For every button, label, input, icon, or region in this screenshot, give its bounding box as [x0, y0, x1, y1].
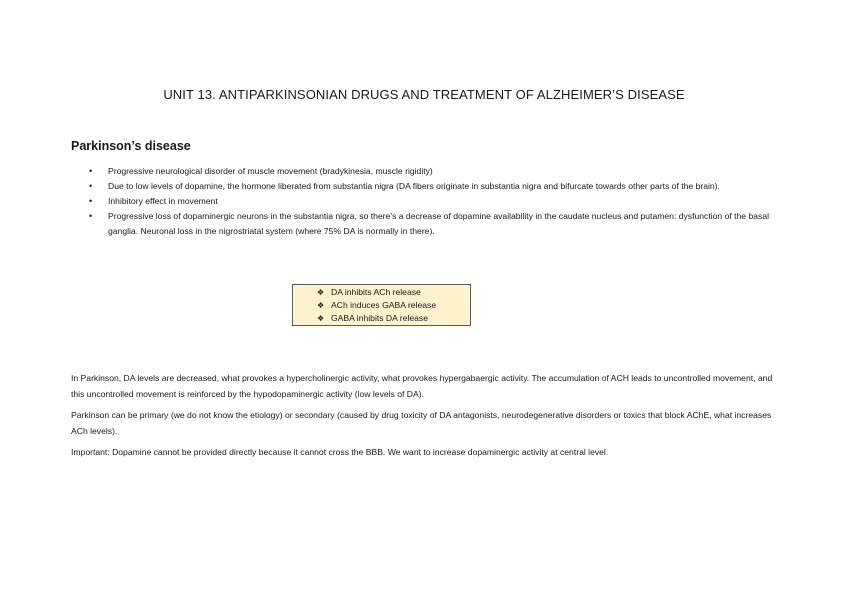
callout-box — [292, 284, 471, 326]
paragraph: In Parkinson, DA levels are decreased, what provokes a hypercholinergic activity, what provokes hypergabaergic activity. The accumulation of ACH leads to uncontrolled movement, and this uncontrolled movement is reinforced by the hypodopaminergic activity (low levels of DA). — [71, 373, 773, 399]
diamond-bullet-icon: ❖ — [317, 288, 325, 297]
callout-item — [317, 286, 421, 299]
callout-item — [317, 312, 428, 325]
callout-item-text: DA inhibits ACh release — [331, 287, 421, 297]
diamond-bullet-icon: ❖ — [317, 314, 325, 323]
list-item-text: Due to low levels of dopamine, the hormone liberated from substantia nigra (DA fibers originate in substantia nigra and bifurcate towards other parts of the brain). — [108, 181, 720, 191]
paragraph: Parkinson can be primary (we do not know the etiology) or secondary (caused by drug toxicity of DA antagonists, neurodegenerative disorders or toxics that block AChE, what increases ACh levels). — [71, 410, 772, 436]
list-item — [71, 164, 771, 179]
section-heading: Parkinson’s disease — [71, 139, 191, 153]
document-title: UNIT 13. ANTIPARKINSONIAN DRUGS AND TREATMENT OF ALZHEIMER’S DISEASE — [163, 87, 685, 102]
bullet-icon: • — [89, 166, 93, 176]
callout-item-text: ACh induces GABA release — [331, 300, 437, 310]
list-item — [71, 179, 771, 194]
list-item-text: Progressive loss of dopaminergic neurons in the substantia nigra, so there’s a decrease of dopamine availability in the caudate nucleus and putamen: dysfunction of the basal ganglia. Neuronal loss in the nigrostriatal system (where 75% DA is normally in there). — [108, 211, 770, 236]
bullet-list — [71, 164, 771, 239]
list-item-text: Inhibitory effect in movement — [108, 196, 218, 206]
diamond-bullet-icon: ❖ — [317, 301, 325, 310]
bullet-icon: • — [89, 181, 93, 191]
callout-item-text: GABA inhibits DA release — [331, 313, 428, 323]
list-item — [71, 209, 771, 238]
list-item-text: Progressive neurological disorder of muscle movement (bradykinesia, muscle rigidity) — [108, 166, 433, 176]
bullet-icon: • — [89, 196, 93, 206]
bullet-icon: • — [89, 211, 93, 221]
callout-item — [317, 299, 436, 312]
list-item — [71, 194, 771, 209]
paragraph: Important: Dopamine cannot be provided directly because it cannot cross the BBB. We want to increase dopaminergic activity at central level. — [71, 447, 609, 457]
